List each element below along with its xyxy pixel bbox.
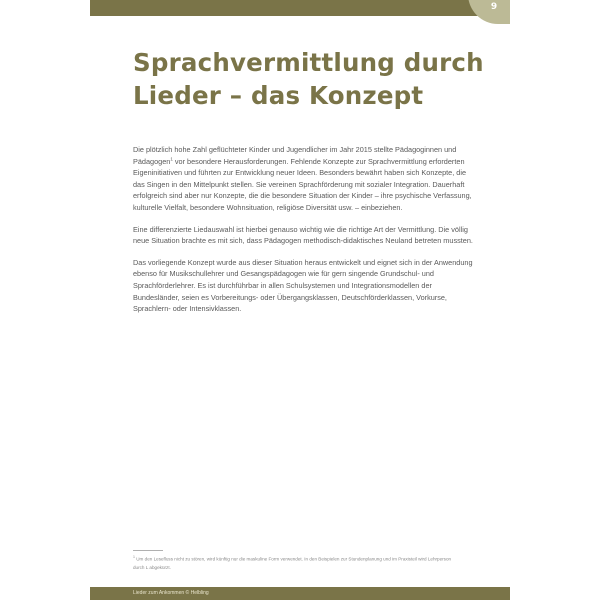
footer-text: Lieder zum Ankommen © Helbling xyxy=(133,590,209,596)
footnote-marker: 1 xyxy=(133,555,135,559)
footnote-reference: 1 xyxy=(170,156,173,162)
footnote xyxy=(133,553,463,572)
paragraph-2: Eine differenzierte Liedauswahl ist hierbei genauso wichtig wie die richtige Art der Vermittlung. Die völlig neue Situation brachte es mit sich, dass Pädagogen methodisch-didaktisches Neuland betreten mussten. xyxy=(133,224,473,246)
page-number: 9 xyxy=(490,2,498,12)
title-line-2: Lieder – das Konzept xyxy=(133,81,424,110)
paragraph-1 xyxy=(133,144,473,214)
paragraph-3: Das vorliegende Konzept wurde aus dieser Situation heraus entwickelt und eignet sich in der Anwendung ebenso für Musikschullehrer und Gesangspädagogen wie für gern singende Grundschul- und Sprachförderlehrer. Es ist durchführbar in allen Schulsystemen und Integrationsmodellen der Bundesländer, seien es Vorbereitungs- oder Übergangsklassen, Deutschförderklassen, Vorkurse, Sprachlern- oder Intensivklassen. xyxy=(133,257,473,314)
body-text xyxy=(133,144,473,325)
paragraph-1-text-a: Die plötzlich hohe Zahl geflüchteter Kinder und Jugendlicher im Jahr 2015 stellte Pädagoginnen und Pädagogen xyxy=(133,145,457,166)
title-line-1: Sprachvermittlung durch xyxy=(133,48,484,77)
footnote-divider xyxy=(133,550,163,551)
page-title xyxy=(133,46,493,112)
footnote-text: Um den Lesefluss nicht zu stören, wird künftig nur die maskuline Form verwendet. In den Beispielen zur Stundenplanung und im Praxisteil wird Lehrperson durch L abgekürzt. xyxy=(133,556,452,570)
header-bar xyxy=(90,0,486,16)
paragraph-1-text-b: vor besondere Herausforderungen. Fehlende Konzepte zur Sprachvermittlung erforderten Eigeninitiativen und führten zur Entwicklung neuer Ideen. Besonders bewährt haben sich Konzepte, die das Singen in den Mittelpunkt stellen. Sie vereinen Sprachförderung mit sozialer Integration. Dauerhaft erfolgreich sind aber nur Konzepte, die die besondere Situation der Kinder – ihre psychische Verfassung, kulturelle Vielfalt, besondere Wohnsituation, religiöse Diversität usw. – einbeziehen. xyxy=(133,156,472,212)
